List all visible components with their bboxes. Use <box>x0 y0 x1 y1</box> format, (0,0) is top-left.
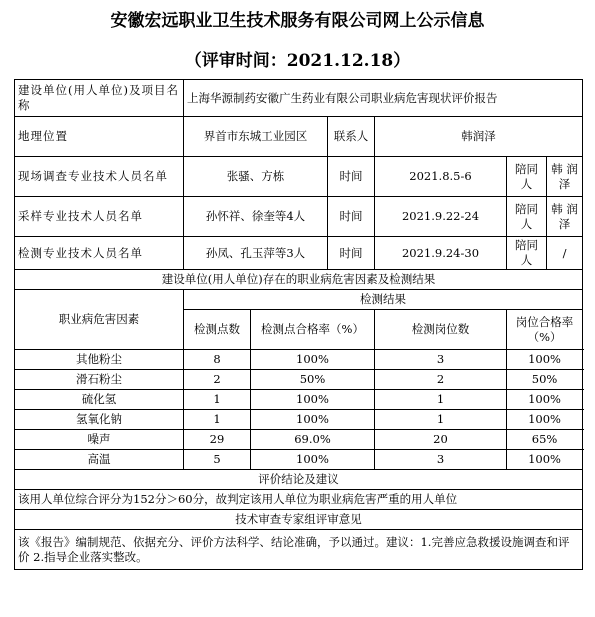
accompany-value: 韩 润泽 <box>547 197 583 237</box>
info-row-unit <box>15 80 583 117</box>
hazard-row <box>15 390 583 410</box>
time-label: 时间 <box>328 237 375 270</box>
personnel-names: 孙凤、孔玉萍等3人 <box>184 237 328 270</box>
location-value: 界首市东城工业园区 <box>184 117 328 157</box>
contact-label: 联系人 <box>328 117 375 157</box>
hazard-points: 8 <box>184 350 251 370</box>
personnel-row <box>15 237 583 270</box>
accompany-value: / <box>547 237 583 270</box>
hazard-post-rate: 100% <box>507 450 583 470</box>
time-value: 2021.9.22-24 <box>375 197 507 237</box>
hazard-post-rate: 65% <box>507 430 583 450</box>
hazard-posts: 2 <box>375 370 507 390</box>
hazard-point-rate: 100% <box>251 350 375 370</box>
hazard-row <box>15 450 583 470</box>
conclusion-title: 评价结论及建议 <box>15 470 583 490</box>
hazard-posts: 3 <box>375 450 507 470</box>
contact-value: 韩润泽 <box>375 117 583 157</box>
time-value: 2021.9.24-30 <box>375 237 507 270</box>
hazard-posts: 1 <box>375 410 507 430</box>
hazard-point-rate: 50% <box>251 370 375 390</box>
personnel-label: 检测专业技术人员名单 <box>15 237 184 270</box>
unit-label: 建设单位(用人单位)及项目名称 <box>15 80 184 117</box>
hazard-points: 1 <box>184 410 251 430</box>
hazard-factor: 硫化氢 <box>15 390 184 410</box>
hazard-posts: 20 <box>375 430 507 450</box>
hazard-row <box>15 410 583 430</box>
hazard-point-rate: 100% <box>251 410 375 430</box>
page-title: 安徽宏远职业卫生技术服务有限公司网上公示信息 <box>110 11 485 31</box>
hazard-row <box>15 370 583 390</box>
personnel-row <box>15 197 583 237</box>
hazard-factor: 噪声 <box>15 430 184 450</box>
accompany-label: 陪同人 <box>507 157 547 197</box>
hazard-factor: 氢氧化钠 <box>15 410 184 430</box>
hazard-section-title: 建设单位(用人单位)存在的职业病危害因素及检测结果 <box>15 270 583 290</box>
hazard-post-rate: 100% <box>507 410 583 430</box>
hazard-point-rate: 69.0% <box>251 430 375 450</box>
location-label: 地理位置 <box>15 117 184 157</box>
conclusion-title-row <box>15 470 583 490</box>
unit-value: 上海华源制药安徽广生药业有限公司职业病危害现状评价报告 <box>184 80 583 117</box>
accompany-value: 韩 润泽 <box>547 157 583 197</box>
hazard-factor: 滑石粉尘 <box>15 370 184 390</box>
personnel-row <box>15 157 583 197</box>
personnel-names: 张骚、方栋 <box>184 157 328 197</box>
hazard-points: 2 <box>184 370 251 390</box>
time-value: 2021.8.5-6 <box>375 157 507 197</box>
hazard-factor: 其他粉尘 <box>15 350 184 370</box>
col-post-rate: 岗位合格率（%） <box>507 310 583 350</box>
hazard-section-row <box>15 270 583 290</box>
review-title-row <box>15 510 583 530</box>
hazard-post-rate: 100% <box>507 390 583 410</box>
hazard-row <box>15 350 583 370</box>
hazard-point-rate: 100% <box>251 450 375 470</box>
hazard-points: 1 <box>184 390 251 410</box>
hazard-row <box>15 430 583 450</box>
personnel-label: 采样专业技术人员名单 <box>15 197 184 237</box>
col-point-rate: 检测点合格率（%） <box>251 310 375 350</box>
time-label: 时间 <box>328 197 375 237</box>
hazard-posts: 1 <box>375 390 507 410</box>
hazard-points: 29 <box>184 430 251 450</box>
review-text-row <box>15 530 583 570</box>
hazard-factor: 高温 <box>15 450 184 470</box>
review-time: （评审时间：2021.12.18） <box>184 51 411 71</box>
review-title: 技术审查专家组评审意见 <box>15 510 583 530</box>
personnel-names: 孙怀祥、徐奎等4人 <box>184 197 328 237</box>
hazard-header-row <box>15 290 583 310</box>
personnel-label: 现场调查专业技术人员名单 <box>15 157 184 197</box>
review-text: 该《报告》编制规范、依据充分、评价方法科学、结论准确，予以通过。建议：1.完善应急救援设施调查和评价 2.指导企业落实整改。 <box>15 530 583 570</box>
hazard-post-rate: 50% <box>507 370 583 390</box>
results-header: 检测结果 <box>184 290 583 310</box>
hazard-point-rate: 100% <box>251 390 375 410</box>
info-table <box>14 79 583 570</box>
col-posts: 检测岗位数 <box>375 310 507 350</box>
conclusion-text: 该用人单位综合评分为152分＞60分，故判定该用人单位为职业病危害严重的用人单位 <box>15 490 583 510</box>
hazard-post-rate: 100% <box>507 350 583 370</box>
hazard-points: 5 <box>184 450 251 470</box>
accompany-label: 陪同人 <box>507 197 547 237</box>
col-points: 检测点数 <box>184 310 251 350</box>
conclusion-text-row <box>15 490 583 510</box>
time-label: 时间 <box>328 157 375 197</box>
accompany-label: 陪同人 <box>507 237 547 270</box>
col-factor: 职业病危害因素 <box>15 290 184 350</box>
hazard-posts: 3 <box>375 350 507 370</box>
info-row-location <box>15 117 583 157</box>
